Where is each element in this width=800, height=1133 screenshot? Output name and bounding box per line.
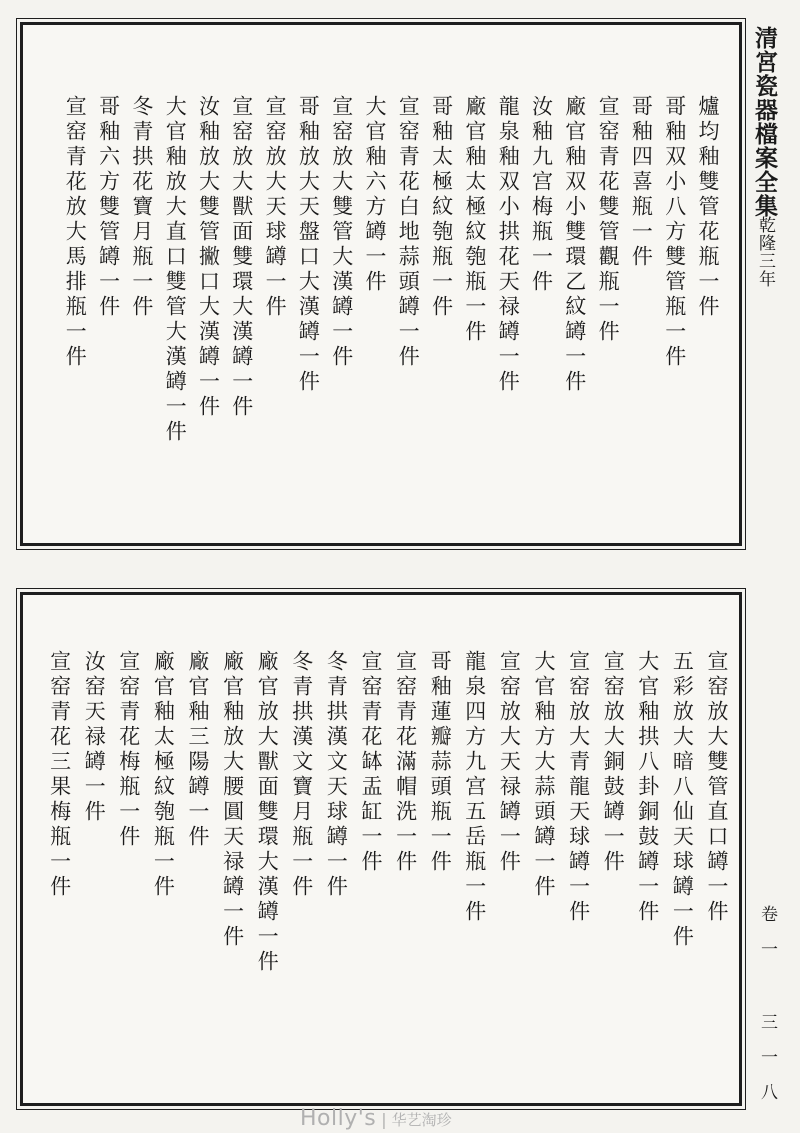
text-column: 哥釉四喜瓶一件 xyxy=(629,95,654,270)
text-column: 宣窑青花缽盂缸一件 xyxy=(359,650,383,875)
watermark xyxy=(300,1106,452,1131)
text-column: 大官釉放大直口雙管大漢罇一件 xyxy=(163,95,188,445)
text-column: 宣窑放大雙管直口罇一件 xyxy=(705,650,729,925)
text-column: 冬青拱漢文寶月瓶一件 xyxy=(289,650,314,900)
book-title: 清宮瓷器檔案全集 xyxy=(751,26,777,218)
text-column: 大官釉拱八卦銅鼓罇一件 xyxy=(635,650,660,925)
text-column: 宣窑放大天禄罇一件 xyxy=(497,650,522,875)
text-column: 大官釉六方罇一件 xyxy=(363,95,387,295)
watermark-brand: Holly's xyxy=(300,1106,377,1131)
text-column: 宣窑放大獸面雙環大漢罇一件 xyxy=(229,95,254,420)
text-column: 汝釉放大雙管撇口大漢罇一件 xyxy=(196,95,221,420)
text-column: 宣窑青花三果梅瓶一件 xyxy=(47,650,72,900)
text-column: 宣窑放大天球罇一件 xyxy=(263,95,288,320)
text-column: 宣窑青花梅瓶一件 xyxy=(116,650,141,850)
watermark-divider: | xyxy=(381,1110,387,1129)
text-column: 宣窑放大雙管大漢罇一件 xyxy=(329,95,354,370)
text-column: 廠官釉放大腰圓天禄罇一件 xyxy=(220,650,245,950)
reign-period: 乾隆三年 xyxy=(755,216,775,288)
text-column: 哥釉蓮瓣蒜頭瓶一件 xyxy=(428,650,453,875)
text-column: 爐均釉雙管花瓶一件 xyxy=(696,95,720,320)
text-column: 冬青拱花寶月瓶一件 xyxy=(129,95,154,320)
text-column: 廠官釉太極紋匏瓶一件 xyxy=(462,95,487,345)
watermark-chinese: 华艺淘珍 xyxy=(391,1111,452,1129)
text-column: 龍泉釉双小拱花天禄罇一件 xyxy=(496,95,521,395)
text-column: 廠官釉三陽罇一件 xyxy=(186,650,210,850)
text-column: 汝窑天禄罇一件 xyxy=(82,650,107,825)
text-column: 大官釉方大蒜頭罇一件 xyxy=(532,650,556,900)
text-column: 汝釉九宫梅瓶一件 xyxy=(529,95,554,295)
text-column: 宣窑青花滿帽洗一件 xyxy=(393,650,418,875)
text-column: 宣窑青花放大馬排瓶一件 xyxy=(63,95,88,370)
text-column: 哥釉双小八方雙管瓶一件 xyxy=(662,95,687,370)
text-column: 宣窑青花雙管觀瓶一件 xyxy=(596,95,621,345)
text-column: 哥釉六方雙管罇一件 xyxy=(96,95,121,320)
text-column: 宣窑青花白地蒜頭罇一件 xyxy=(396,95,421,370)
text-column: 哥釉放大天盤口大漢罇一件 xyxy=(296,95,321,395)
text-column: 廠官放大獸面雙環大漢罇一件 xyxy=(255,650,280,975)
text-column: 廠官釉双小雙環乙紋罇一件 xyxy=(562,95,587,395)
text-column: 冬青拱漢文天球罇一件 xyxy=(324,650,349,900)
text-column: 宣窑放大銅鼓罇一件 xyxy=(601,650,626,875)
text-column: 五彩放大暗八仙天球罇一件 xyxy=(670,650,695,950)
page-number: 卷一 三一八 xyxy=(757,905,777,1118)
text-column: 龍泉四方九宫五岳瓶一件 xyxy=(462,650,487,925)
text-column: 宣窑放大青龍天球罇一件 xyxy=(566,650,591,925)
text-column: 哥釉太極紋匏瓶一件 xyxy=(429,95,454,320)
text-column: 廠官釉太極紋匏瓶一件 xyxy=(151,650,176,900)
